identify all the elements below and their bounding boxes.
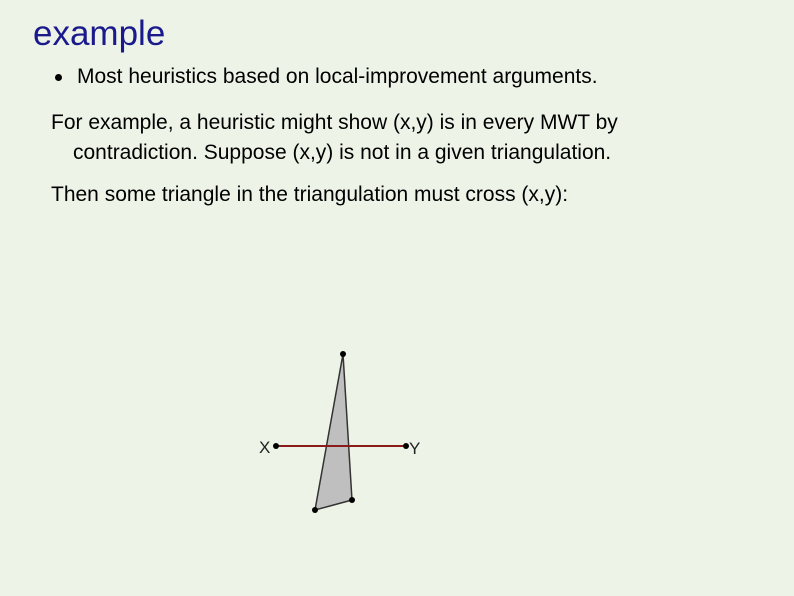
triangle-vertex-top [340,351,346,357]
paragraph-line-1: For example, a heuristic might show (x,y) is in every MWT by [51,111,618,134]
bullet-text: Most heuristics based on local-improvement arguments. [77,65,598,88]
triangle-vertex-left [312,507,318,513]
point-x [273,443,279,449]
bullet-dot-icon [55,74,62,81]
slide-title: example [33,14,166,53]
paragraph-claim-text: Then some triangle in the triangulation must cross (x,y): [51,183,569,206]
point-y [403,443,409,449]
paragraph-line-2: contradiction. Suppose (x,y) is not in a given triangulation. [73,141,612,164]
paragraph-claim [51,180,781,210]
label-y: Y [409,439,421,458]
triangle-vertex-right [349,497,355,503]
crossing-triangle [315,354,352,510]
label-x: X [259,438,271,457]
paragraph-example [51,108,781,168]
